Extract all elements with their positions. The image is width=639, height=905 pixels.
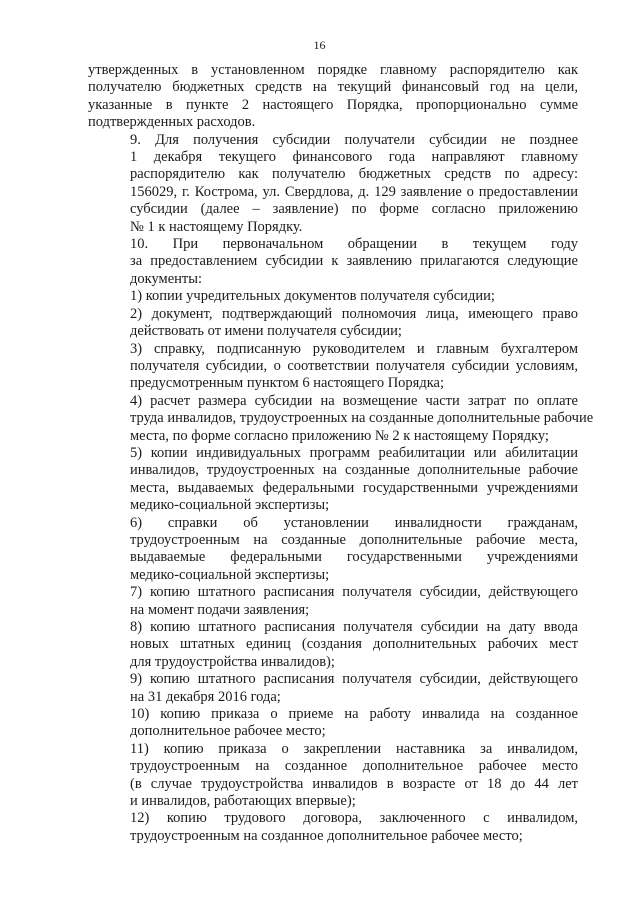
text-line: распорядителю как получателю бюджетных средств по адресу:	[130, 166, 578, 183]
list-item-10	[88, 706, 578, 741]
paragraph-9	[88, 132, 578, 236]
page-number: 16	[313, 38, 326, 52]
text-line: 5) копии индивидуальных программ реабилитации или абилитации	[130, 444, 578, 461]
text-line: на 31 декабря 2016 года;	[130, 688, 281, 705]
text-line: предусмотренным пунктом 6 настоящего Порядка;	[130, 375, 445, 392]
text-line: 2) документ, подтверждающий полномочия лица, имеющего право	[130, 305, 578, 322]
list-item-9	[88, 671, 578, 706]
text-line: 1) копии учредительных документов получателя субсидии;	[130, 288, 495, 305]
text-line: 6) справки об установлении инвалидности гражданам,	[130, 514, 578, 531]
text-line: трудоустроенным на созданное дополнительное рабочее место	[130, 758, 578, 775]
text-line: места, выдаваемых федеральными государственными учреждениями	[130, 479, 578, 496]
text-line: 8) копию штатного расписания получателя субсидии на дату ввода	[130, 619, 578, 635]
list-item-5	[88, 445, 578, 515]
paragraph-10	[88, 236, 578, 288]
text-line: получателю бюджетных средств на текущий финансовый год на цели,	[88, 79, 578, 96]
text-line: дополнительное рабочее место;	[130, 723, 326, 740]
paragraph-continuation	[88, 62, 578, 132]
text-line: (в случае трудоустройства инвалидов в возрасте от 18 до 44 лет	[130, 775, 578, 792]
text-line: 7) копию штатного расписания получателя субсидии, действующего	[130, 584, 578, 601]
text-line: новых штатных единиц (создания дополнительных рабочих мест	[130, 636, 578, 653]
text-line: 9) копию штатного расписания получателя субсидии, действующего	[130, 671, 578, 688]
text-line: 156029, г. Кострома, ул. Свердлова, д. 129 заявление о предоставлении	[130, 183, 578, 200]
list-item-8	[88, 619, 578, 671]
text-line: 3) справку, подписанную руководителем и главным бухгалтером	[130, 340, 578, 357]
text-line: трудоустроенным на созданное дополнительное рабочее место;	[130, 827, 523, 844]
text-line: для трудоустройства инвалидов);	[130, 653, 335, 670]
list-item-7	[88, 584, 578, 619]
list-item-1	[88, 288, 578, 305]
text-line: утвержденных в установленном порядке главному распорядителю как	[88, 62, 578, 78]
text-line: на момент подачи заявления;	[130, 601, 310, 618]
text-line: № 1 к настоящему Порядку.	[130, 218, 303, 235]
text-line: инвалидов, трудоустроенных на созданные дополнительные рабочие	[130, 462, 578, 479]
text-line: 9. Для получения субсидии получатели субсидии не позднее	[130, 131, 578, 148]
text-line: 10) копию приказа о приеме на работу инвалида на созданное	[130, 706, 578, 723]
text-line: 11) копию приказа о закреплении наставника за инвалидом,	[130, 740, 578, 757]
list-item-11	[88, 741, 578, 811]
text-line: 4) расчет размера субсидии на возмещение части затрат по оплате	[130, 392, 578, 409]
text-line: указанные в пункте 2 настоящего Порядка, пропорционально сумме	[88, 96, 578, 113]
document-body	[88, 62, 594, 845]
list-item-4	[88, 392, 594, 445]
text-line: труда инвалидов, трудоустроенных на созданные дополнительные рабочие	[130, 410, 594, 427]
text-line: действовать от имени получателя субсидии;	[130, 323, 402, 340]
text-line: 12) копию трудового договора, заключенного с инвалидом,	[130, 810, 578, 827]
text-line: медико-социальной экспертизы;	[130, 497, 330, 514]
text-line: медико-социальной экспертизы;	[130, 566, 330, 583]
text-line: 1 декабря текущего финансового года направляют главному	[130, 149, 578, 166]
text-line: субсидии (далее – заявление) по форме согласно приложению	[130, 201, 578, 218]
text-line: получателя субсидии, о соответствии получателя субсидии условиям,	[130, 357, 578, 374]
text-line: и инвалидов, работающих впервые);	[130, 793, 356, 810]
text-line: трудоустроенным на созданные дополнительные рабочие места,	[130, 531, 578, 548]
text-line: документы:	[130, 270, 203, 287]
list-item-3	[88, 341, 578, 393]
text-line: 10. При первоначальном обращении в текущем году	[130, 236, 578, 253]
list-item-6	[88, 515, 578, 585]
text-line: за предоставлением субсидии к заявлению прилагаются следующие	[130, 253, 578, 270]
text-line: места, по форме согласно приложению № 2 к настоящему Порядку;	[130, 427, 549, 444]
list-item-2	[88, 306, 578, 341]
list-item-12	[88, 810, 578, 845]
text-line: выдаваемые федеральными государственными учреждениями	[130, 549, 578, 566]
text-line: подтвержденных расходов.	[88, 114, 256, 131]
